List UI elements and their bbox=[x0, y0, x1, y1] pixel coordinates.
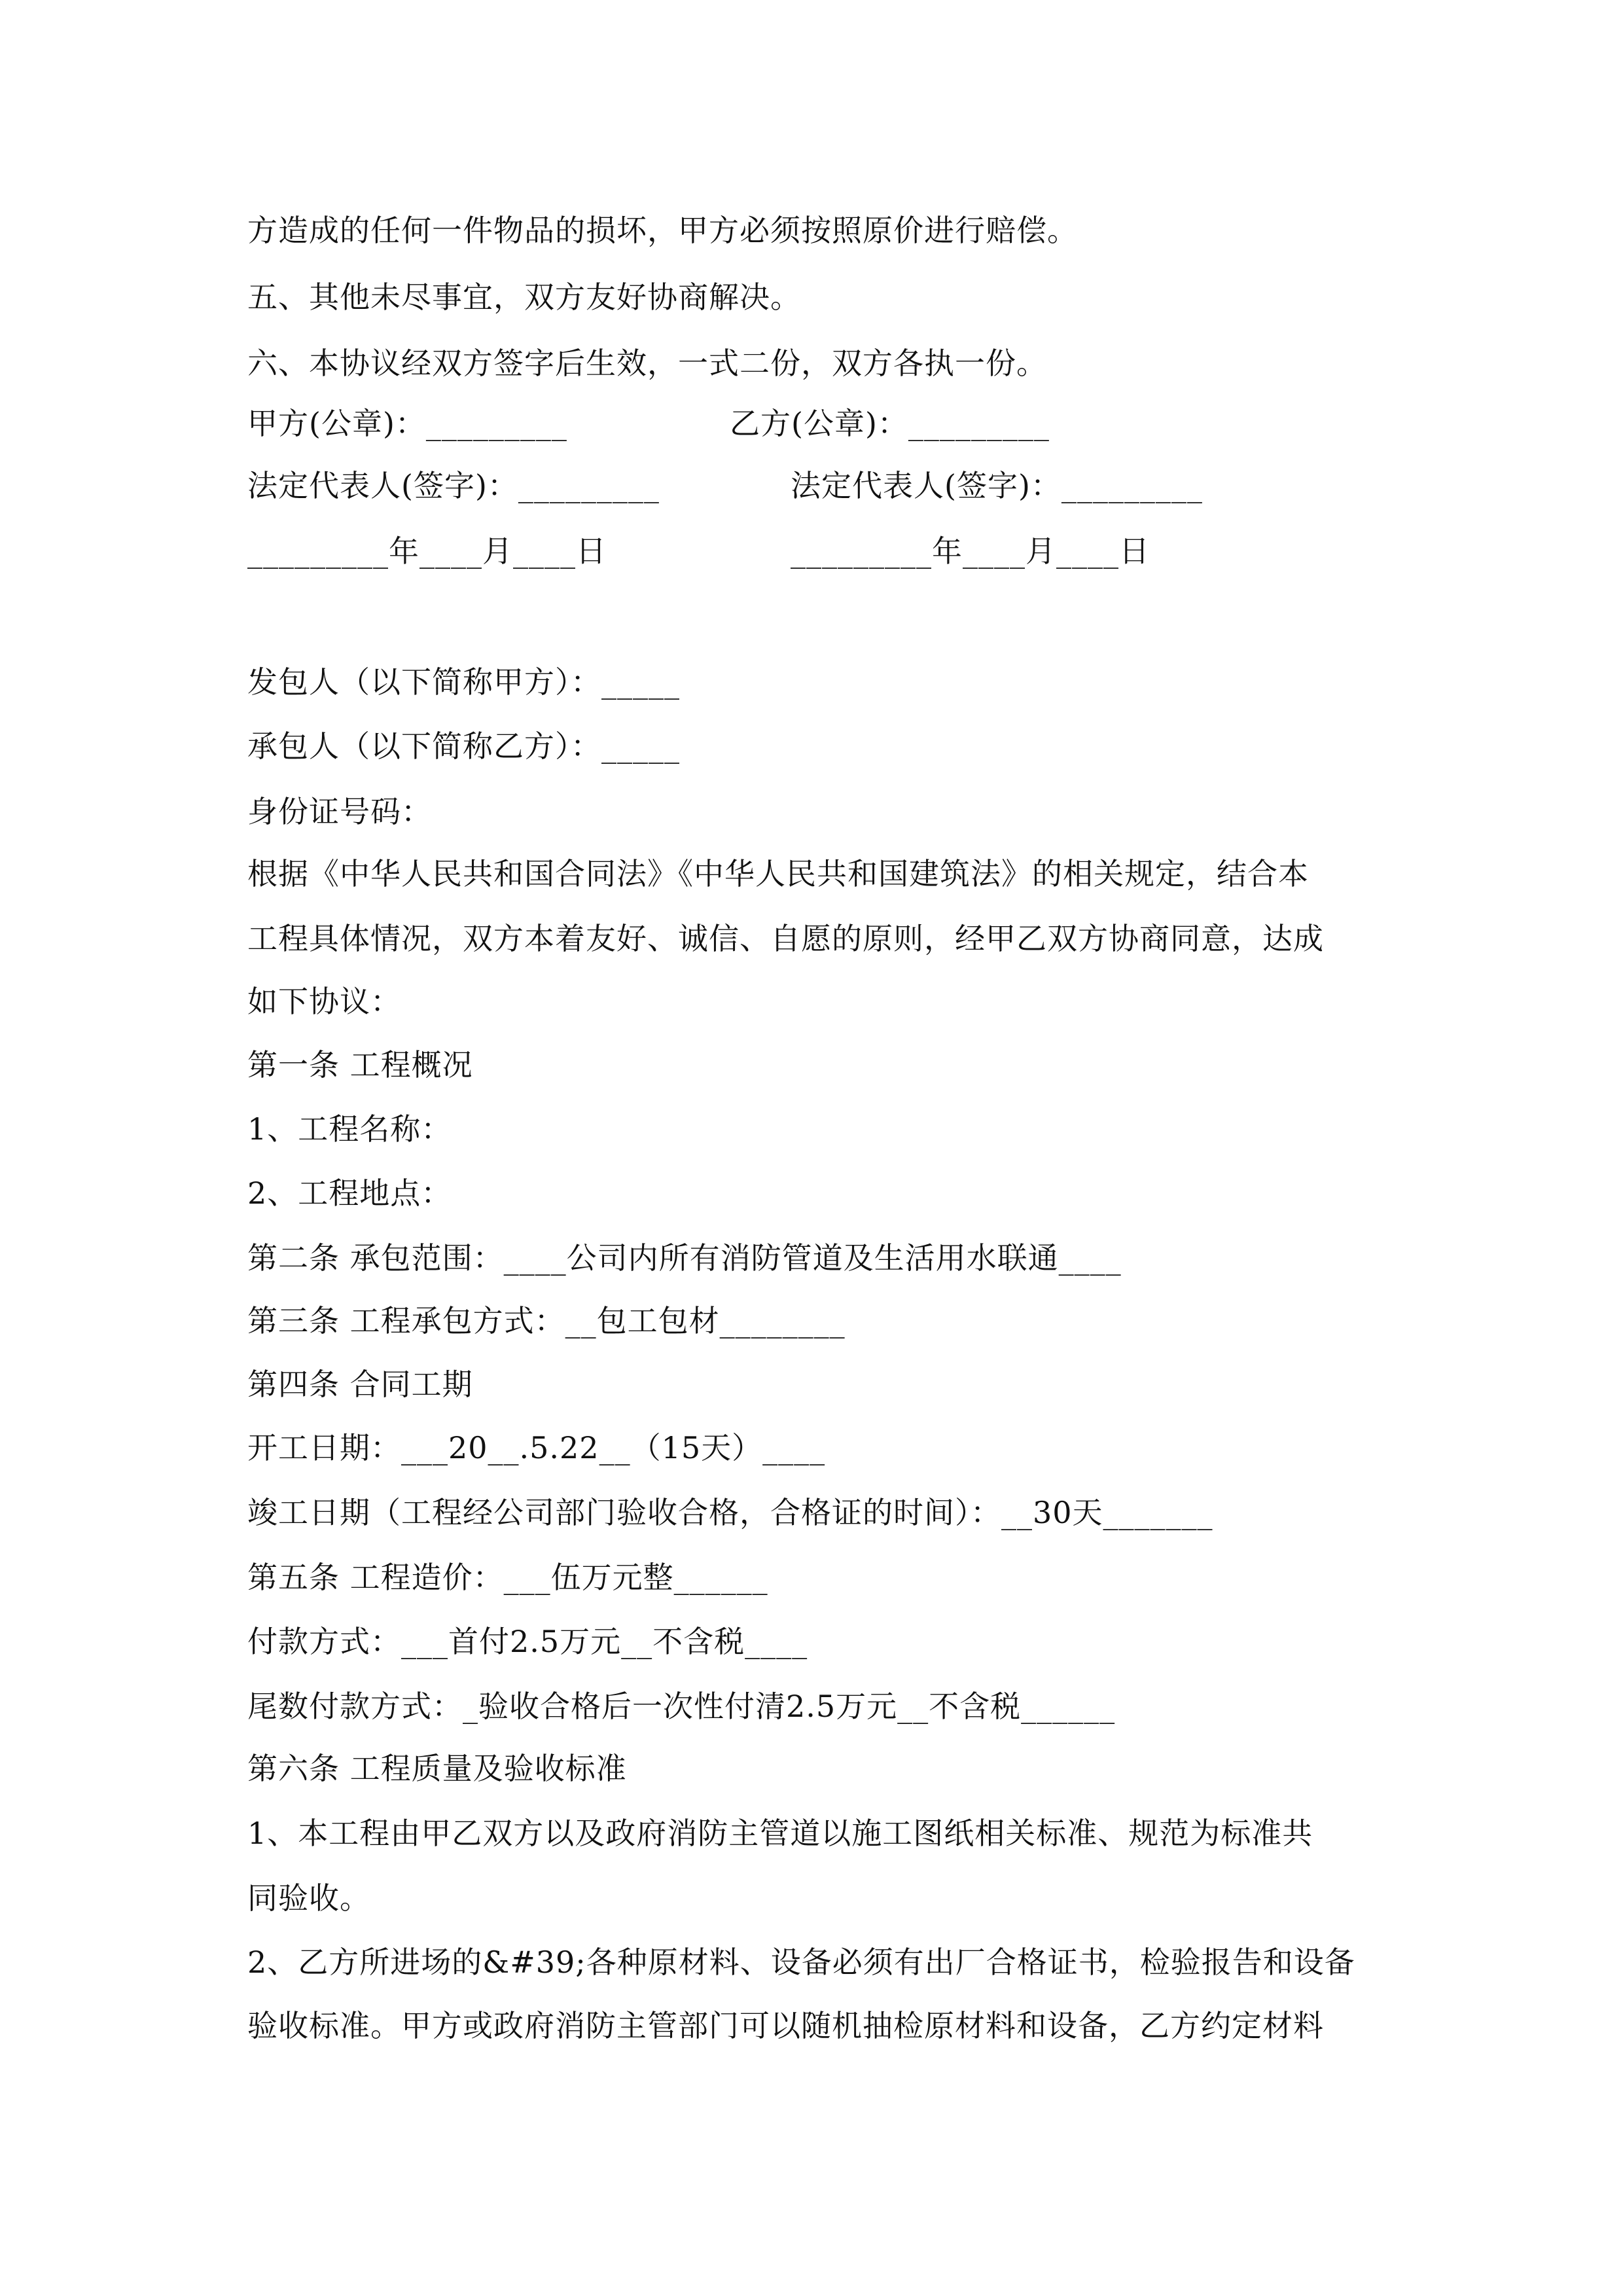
article-2: 第二条 承包范围：____公司内所有消防管道及生活用水联通____ bbox=[247, 1240, 1122, 1276]
clause-6: 六、本协议经双方签字后生效，一式二份，双方各执一份。 bbox=[247, 346, 1047, 381]
preamble-line-2: 工程具体情况，双方本着友好、诚信、自愿的原则，经甲乙双方协商同意，达成 bbox=[247, 921, 1324, 956]
article-3: 第三条 工程承包方式：__包工包材________ bbox=[247, 1303, 846, 1338]
id-number-line: 身份证号码： bbox=[247, 794, 432, 829]
article-6-item-2-line-1: 2、乙方所进场的&#39;各种原材料、设备必须有出厂合格证书，检验报告和设备 bbox=[247, 1945, 1355, 1980]
article-6-item-1-line-2: 同验收。 bbox=[247, 1880, 370, 1916]
party-a-date: _________年____月____日 bbox=[247, 533, 607, 569]
contractor-line: 承包人（以下简称乙方）：_____ bbox=[247, 728, 680, 764]
continuation-text: 方造成的任何一件物品的损坏，甲方必须按照原价进行赔偿。 bbox=[247, 213, 1078, 248]
party-a-representative: 法定代表人(签字)：_________ bbox=[247, 468, 660, 503]
payment-method: 付款方式：___首付2.5万元__不含税____ bbox=[247, 1624, 808, 1659]
preamble-line-3: 如下协议： bbox=[247, 984, 401, 1019]
article-1-item-1: 1、工程名称： bbox=[247, 1111, 452, 1147]
article-1-title: 第一条 工程概况 bbox=[247, 1047, 473, 1083]
article-6-item-1-line-1: 1、本工程由甲乙双方以及政府消防主管道以施工图纸相关标准、规范为标准共 bbox=[247, 1816, 1313, 1851]
article-5: 第五条 工程造价：___伍万元整______ bbox=[247, 1560, 768, 1595]
party-a-seal: 甲方(公章)：_________ bbox=[247, 406, 567, 441]
preamble-line-1: 根据《中华人民共和国合同法》《中华人民共和国建筑法》的相关规定，结合本 bbox=[247, 856, 1309, 891]
completion-date: 竣工日期（工程经公司部门验收合格，合格证的时间）：__30天_______ bbox=[247, 1495, 1213, 1530]
start-date: 开工日期：___20__.5.22__（15天）____ bbox=[247, 1430, 826, 1465]
article-4-title: 第四条 合同工期 bbox=[247, 1367, 473, 1402]
final-payment-method: 尾数付款方式：_验收合格后一次性付清2.5万元__不含税______ bbox=[247, 1689, 1116, 1724]
article-6-title: 第六条 工程质量及验收标准 bbox=[247, 1751, 627, 1786]
party-b-representative: 法定代表人(签字)：_________ bbox=[791, 468, 1203, 503]
party-b-seal: 乙方(公章)：_________ bbox=[730, 406, 1050, 441]
article-6-item-2-line-2: 验收标准。甲方或政府消防主管部门可以随机抽检原材料和设备，乙方约定材料 bbox=[247, 2008, 1324, 2043]
article-1-item-2: 2、工程地点： bbox=[247, 1175, 452, 1211]
party-b-date: _________年____月____日 bbox=[791, 533, 1150, 569]
employer-line: 发包人（以下简称甲方）：_____ bbox=[247, 664, 680, 700]
clause-5: 五、其他未尽事宜，双方友好协商解决。 bbox=[247, 279, 801, 315]
